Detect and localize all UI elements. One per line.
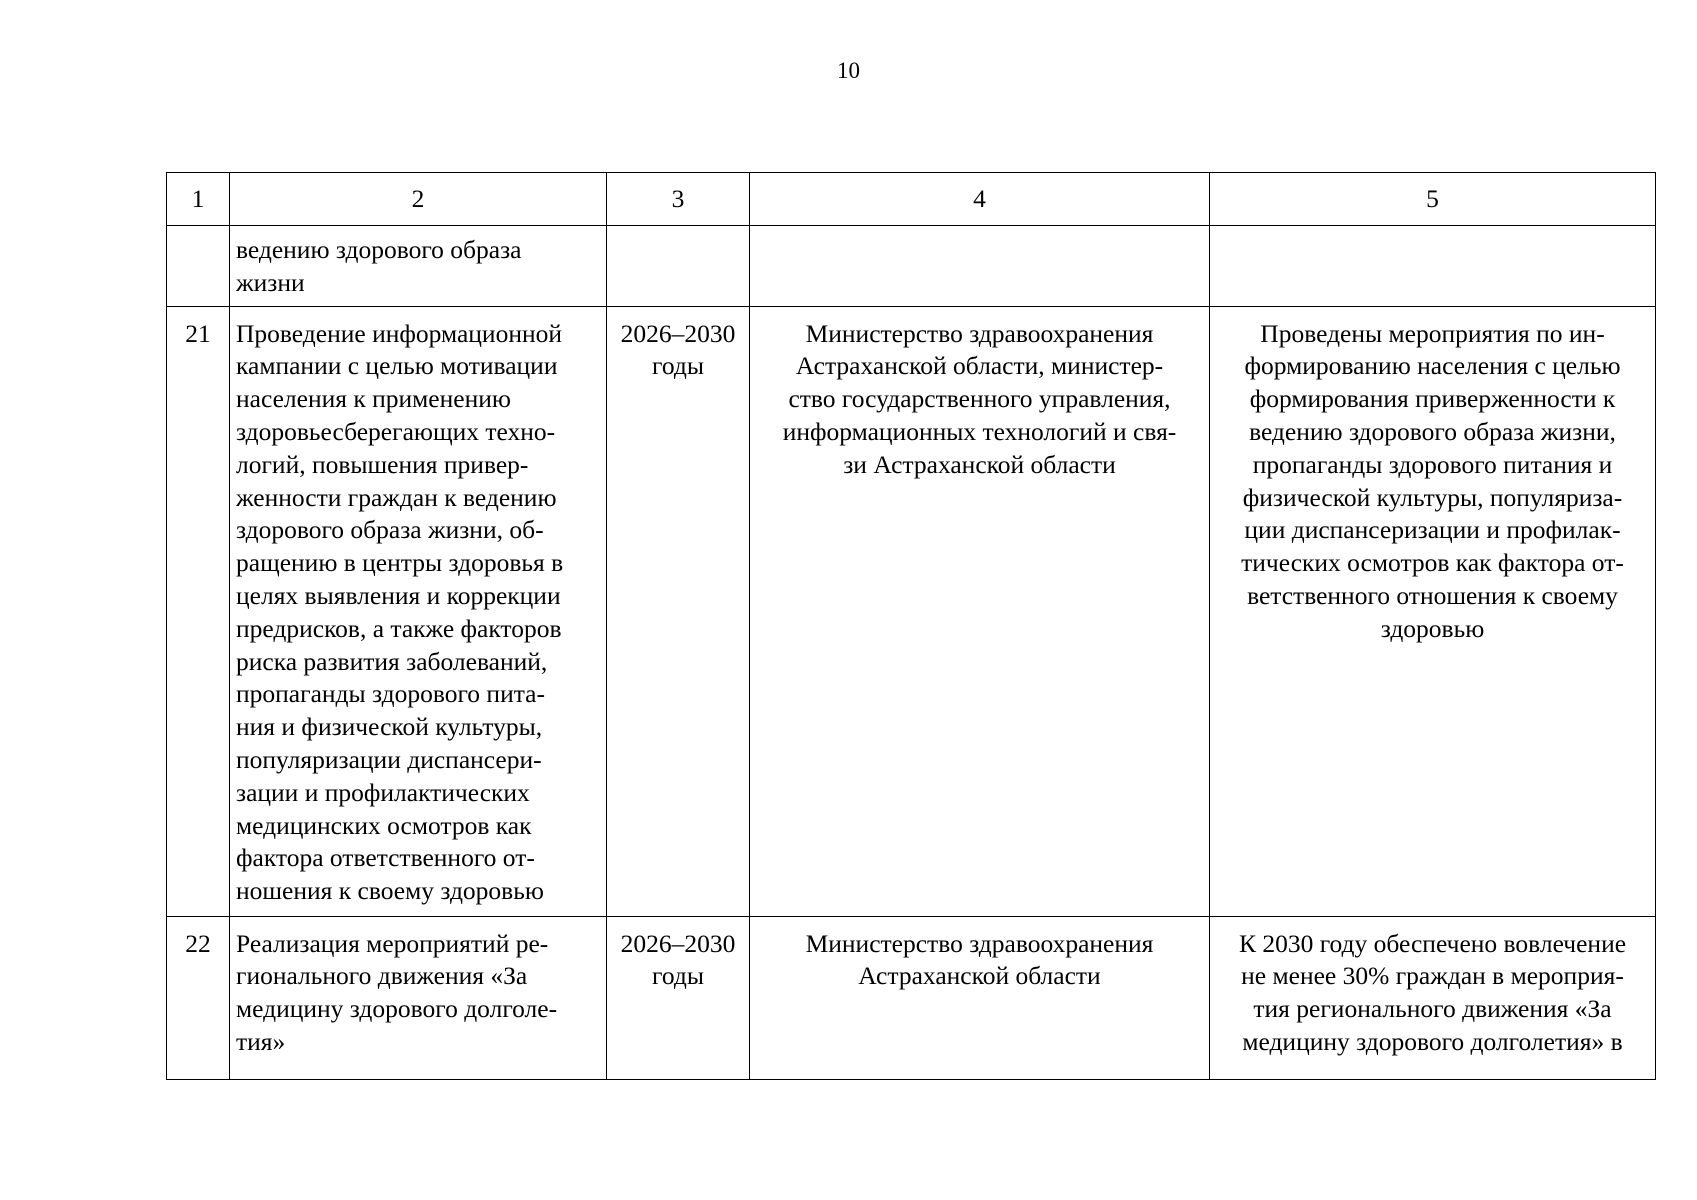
text-line: физической культуры, популяриза- xyxy=(1242,482,1623,512)
text-line: медицину здорового долголетия» в xyxy=(1242,1026,1623,1056)
text-line: формирования приверженности к xyxy=(1249,384,1616,414)
text-line: зации и профилактических xyxy=(236,777,530,807)
text-line: ство государственного управления, xyxy=(788,384,1171,414)
text-line: 2026–2030 xyxy=(620,318,736,348)
text-line: ведению здорового образа жизни, xyxy=(1249,416,1616,446)
result-cell xyxy=(1210,226,1656,307)
page-number: 10 xyxy=(837,58,860,83)
responsible-cell xyxy=(750,226,1210,307)
table-row-continuation xyxy=(167,226,1656,307)
responsible-cell xyxy=(750,916,1210,1079)
description-text xyxy=(236,928,600,1059)
text-line: женности граждан к ведению xyxy=(236,482,557,512)
text-line: годы xyxy=(652,351,704,381)
text-line: тических осмотров как фактора от- xyxy=(1241,548,1624,578)
responsible-text xyxy=(756,318,1203,482)
description-text xyxy=(236,318,600,908)
text-line: Министерство здравоохранения xyxy=(805,318,1154,348)
period-text xyxy=(613,318,743,384)
text-line: ции диспансеризации и профилак- xyxy=(1244,515,1621,545)
text-line: формированию населения с целью xyxy=(1244,351,1621,381)
row-number-cell: 22 xyxy=(167,916,230,1079)
text-line: не менее 30% граждан в мероприя- xyxy=(1241,961,1624,991)
text-line: населения к применению xyxy=(236,384,511,414)
text-line: К 2030 году обеспечено вовлечение xyxy=(1238,928,1627,958)
table-row xyxy=(167,306,1656,916)
text-line: Проведены мероприятия по ин- xyxy=(1260,318,1605,348)
result-text xyxy=(1216,928,1649,1059)
text-line: популяризации диспансери- xyxy=(236,744,542,774)
text-line: зи Астраханской области xyxy=(843,449,1116,479)
text-line: ветственного отношения к своему xyxy=(1247,580,1618,610)
text-line: ношения к своему здоровью xyxy=(236,876,544,906)
responsible-cell xyxy=(750,306,1210,916)
text-line: годы xyxy=(652,961,704,991)
row-number-cell: 21 xyxy=(167,306,230,916)
text-line: целях выявления и коррекции xyxy=(236,580,561,610)
header-cell-2: 2 xyxy=(230,173,607,226)
text-line: Астраханской области xyxy=(858,961,1101,991)
text-line: Реализация мероприятий ре- xyxy=(236,928,549,958)
text-line: пропаганды здорового питания и xyxy=(1252,449,1613,479)
period-cell xyxy=(607,226,750,307)
header-cell-1: 1 xyxy=(167,173,230,226)
text-line: Министерство здравоохранения xyxy=(805,928,1154,958)
responsible-text xyxy=(756,928,1203,994)
measures-table xyxy=(166,172,1656,1080)
header-row xyxy=(167,173,1656,226)
text-line: риска развития заболеваний, xyxy=(236,646,548,676)
result-text xyxy=(1216,318,1649,646)
text-line: ния и физической культуры, xyxy=(236,712,543,742)
description-text xyxy=(236,234,600,300)
text-line: предрисков, а также факторов xyxy=(236,613,562,643)
text-line: здоровью xyxy=(1380,613,1485,643)
text-line: фактора ответственного от- xyxy=(236,843,535,873)
text-line: гионального движения «За xyxy=(236,961,528,991)
text-line: пропаганды здорового пита- xyxy=(236,679,545,709)
description-cell xyxy=(230,306,607,916)
header-cell-4: 4 xyxy=(750,173,1210,226)
text-line: Астраханской области, министер- xyxy=(795,351,1164,381)
text-line: Проведение информационной xyxy=(236,318,563,348)
text-line: ведению здорового образа xyxy=(236,235,522,264)
text-line: логий, повышения привер- xyxy=(236,449,529,479)
result-cell xyxy=(1210,306,1656,916)
row-number-cell xyxy=(167,226,230,307)
text-line: тия регионального движения «За xyxy=(1253,994,1612,1024)
period-text xyxy=(613,928,743,994)
header-cell-3: 3 xyxy=(607,173,750,226)
result-cell xyxy=(1210,916,1656,1079)
description-cell xyxy=(230,916,607,1079)
text-line: кампании с целью мотивации xyxy=(236,351,558,381)
text-line: медицинских осмотров как xyxy=(236,810,532,840)
text-line: ращению в центры здоровья в xyxy=(236,548,564,578)
text-line: тия» xyxy=(236,1026,286,1056)
text-line: жизни xyxy=(236,267,305,297)
header-cell-5: 5 xyxy=(1210,173,1656,226)
text-line: здоровьесберегающих техно- xyxy=(236,416,556,446)
description-cell xyxy=(230,226,607,307)
text-line: здорового образа жизни, об- xyxy=(236,515,544,545)
period-cell xyxy=(607,306,750,916)
text-line: медицину здорового долголе- xyxy=(236,994,558,1024)
text-line: 2026–2030 xyxy=(620,928,736,958)
table-row xyxy=(167,916,1656,1079)
period-cell xyxy=(607,916,750,1079)
text-line: информационных технологий и свя- xyxy=(782,416,1177,446)
